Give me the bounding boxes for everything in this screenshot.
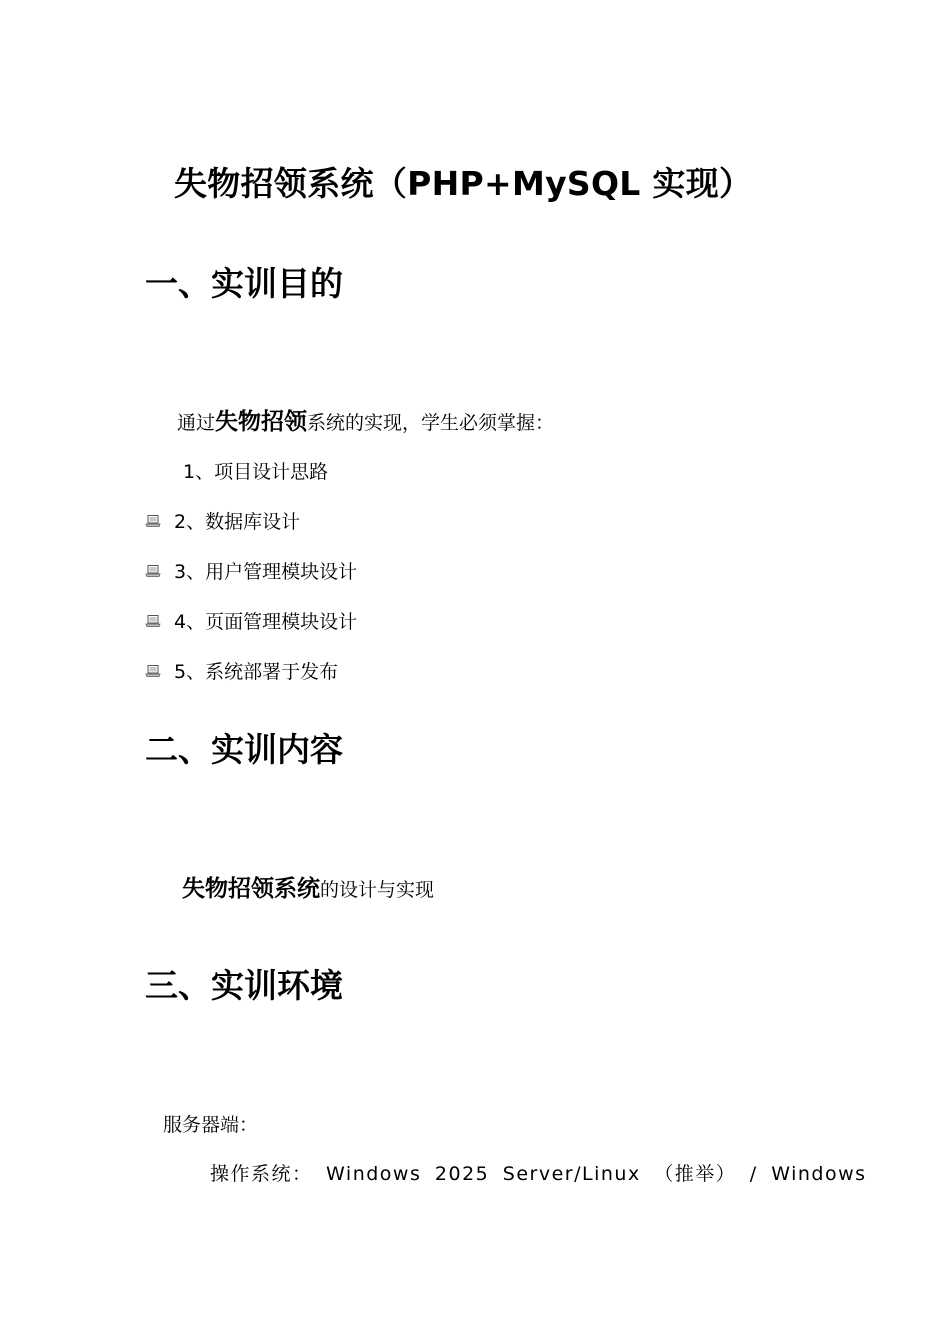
laptop-icon — [145, 564, 161, 578]
list-item — [145, 507, 300, 534]
intro-bold: 失物招领 — [215, 409, 308, 435]
section-heading-environment: 三、实训环境 — [145, 966, 343, 1005]
content-description — [182, 870, 434, 903]
list-item: 1、项目设计思路 — [183, 461, 329, 483]
list-item — [145, 607, 357, 634]
server-label: 服务器端： — [163, 1114, 259, 1136]
section-heading-purpose: 一、实训目的 — [145, 264, 343, 303]
content-bold: 失物招领系统 — [182, 876, 320, 902]
laptop-icon — [145, 614, 161, 628]
list-item-label: 3、用户管理模块设计 — [174, 561, 358, 583]
list-item-label: 4、页面管理模块设计 — [174, 611, 358, 633]
intro-suffix: 系统的实现，学生必须掌握： — [307, 412, 555, 434]
document-title: 失物招领系统（PHP+MySQL 实现） — [174, 164, 753, 203]
purpose-intro — [177, 403, 554, 436]
intro-prefix: 通过 — [177, 412, 216, 434]
laptop-icon — [145, 514, 161, 528]
list-item — [145, 557, 357, 584]
list-item — [145, 657, 338, 684]
section-heading-content: 二、实训内容 — [145, 730, 343, 769]
os-line: 操作系统： Windows 2025 Server/Linux （推举） / Windows — [210, 1163, 867, 1185]
list-item-label: 2、数据库设计 — [174, 511, 301, 533]
content-suffix: 的设计与实现 — [320, 879, 435, 901]
list-item-label: 5、系统部署于发布 — [174, 661, 339, 683]
laptop-icon — [145, 664, 161, 678]
